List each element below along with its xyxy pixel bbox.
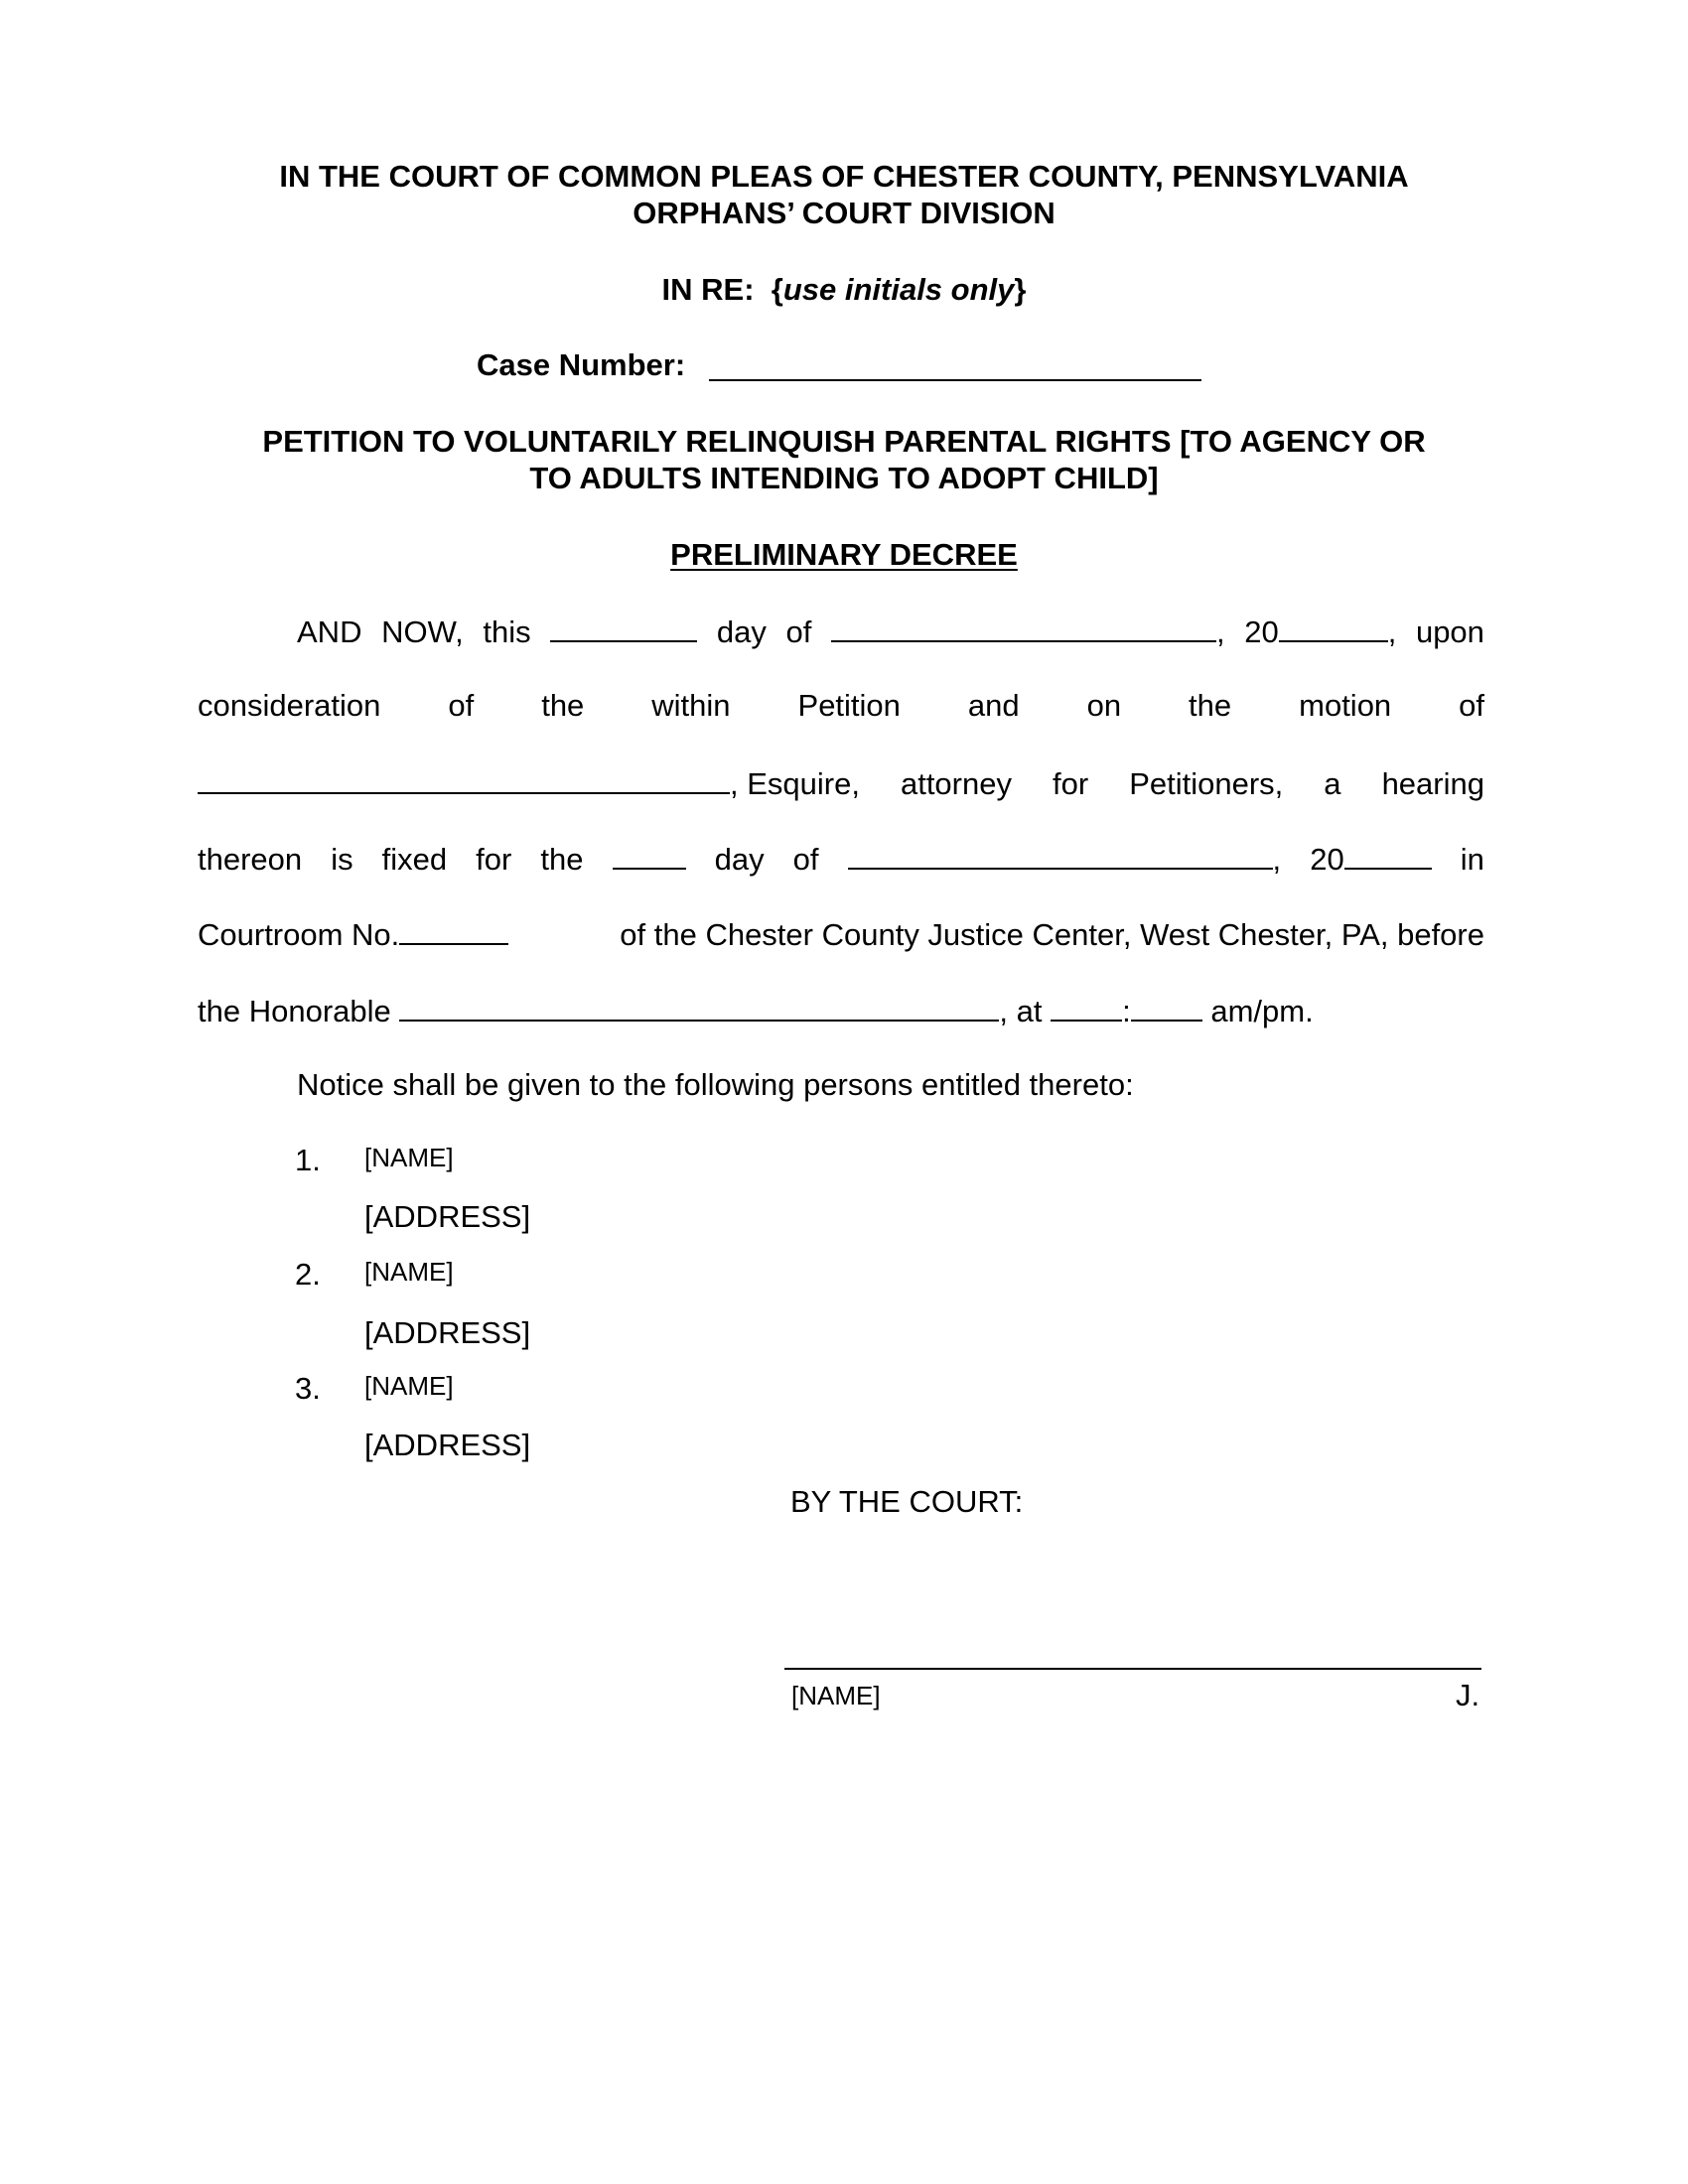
signature-line[interactable] [784, 1668, 1481, 1670]
petition-title-line1: PETITION TO VOLUNTARILY RELINQUISH PARENTAL RIGHTS [TO AGENCY OR [262, 424, 1426, 459]
in-re-placeholder: use initials only [782, 272, 1015, 307]
decree-title-text: PRELIMINARY DECREE [670, 537, 1018, 572]
in-re-line: IN RE: {use initials only} [661, 272, 1027, 307]
by-the-court: BY THE COURT: [790, 1484, 1024, 1519]
notice-item-2-address: [ADDRESS] [364, 1315, 531, 1350]
attorney-blank[interactable] [198, 764, 730, 794]
court-heading: IN THE COURT OF COMMON PLEAS OF CHESTER COUNTY, PENNSYLVANIA [279, 159, 1409, 194]
courtroom-blank[interactable] [399, 915, 508, 945]
body-row-4: thereon is fixed for the day of , 20 in [198, 842, 1484, 877]
judge-suffix: J. [1456, 1678, 1480, 1712]
notice-item-3-number: 3. [295, 1371, 321, 1406]
month-blank[interactable] [831, 613, 1216, 642]
in-re-label: IN RE: [661, 272, 755, 307]
year-blank[interactable] [1279, 613, 1388, 642]
judge-blank[interactable] [399, 992, 999, 1022]
body-row-2: consideration of the within Petition and on the motion of [198, 688, 1484, 723]
hour-blank[interactable] [1051, 992, 1122, 1022]
notice-item-3-address: [ADDRESS] [364, 1428, 531, 1462]
body-row-3: , Esquire, attorney for Petitioners, a hearing [198, 764, 1484, 802]
petition-title-line2: TO ADULTS INTENDING TO ADOPT CHILD] [529, 461, 1159, 495]
notice-line: Notice shall be given to the following persons entitled thereto: [297, 1067, 1134, 1102]
notice-item-1-number: 1. [295, 1143, 321, 1177]
hearing-day-blank[interactable] [613, 840, 686, 870]
notice-item-1-address: [ADDRESS] [364, 1199, 531, 1234]
hearing-month-blank[interactable] [848, 840, 1273, 870]
hearing-year-blank[interactable] [1344, 840, 1432, 870]
case-number-label: Case Number: [477, 347, 686, 382]
notice-item-2-name: [NAME] [364, 1257, 454, 1287]
case-number-blank[interactable] [709, 379, 1201, 381]
body-row-1: AND NOW, this day of , 20 , upon [297, 614, 1484, 649]
notice-item-3-name: [NAME] [364, 1371, 454, 1401]
judge-name: [NAME] [791, 1681, 881, 1710]
notice-item-2-number: 2. [295, 1257, 321, 1292]
body-row-5: Courtroom No. of the Chester County Justice Center, West Chester, PA, before [198, 917, 1484, 952]
decree-title [0, 537, 1688, 573]
minute-blank[interactable] [1131, 992, 1202, 1022]
notice-item-1-name: [NAME] [364, 1143, 454, 1172]
division-heading: ORPHANS’ COURT DIVISION [633, 196, 1055, 230]
day-blank[interactable] [550, 613, 697, 642]
body-row-6: the Honorable , at : am/pm. [198, 994, 1314, 1028]
